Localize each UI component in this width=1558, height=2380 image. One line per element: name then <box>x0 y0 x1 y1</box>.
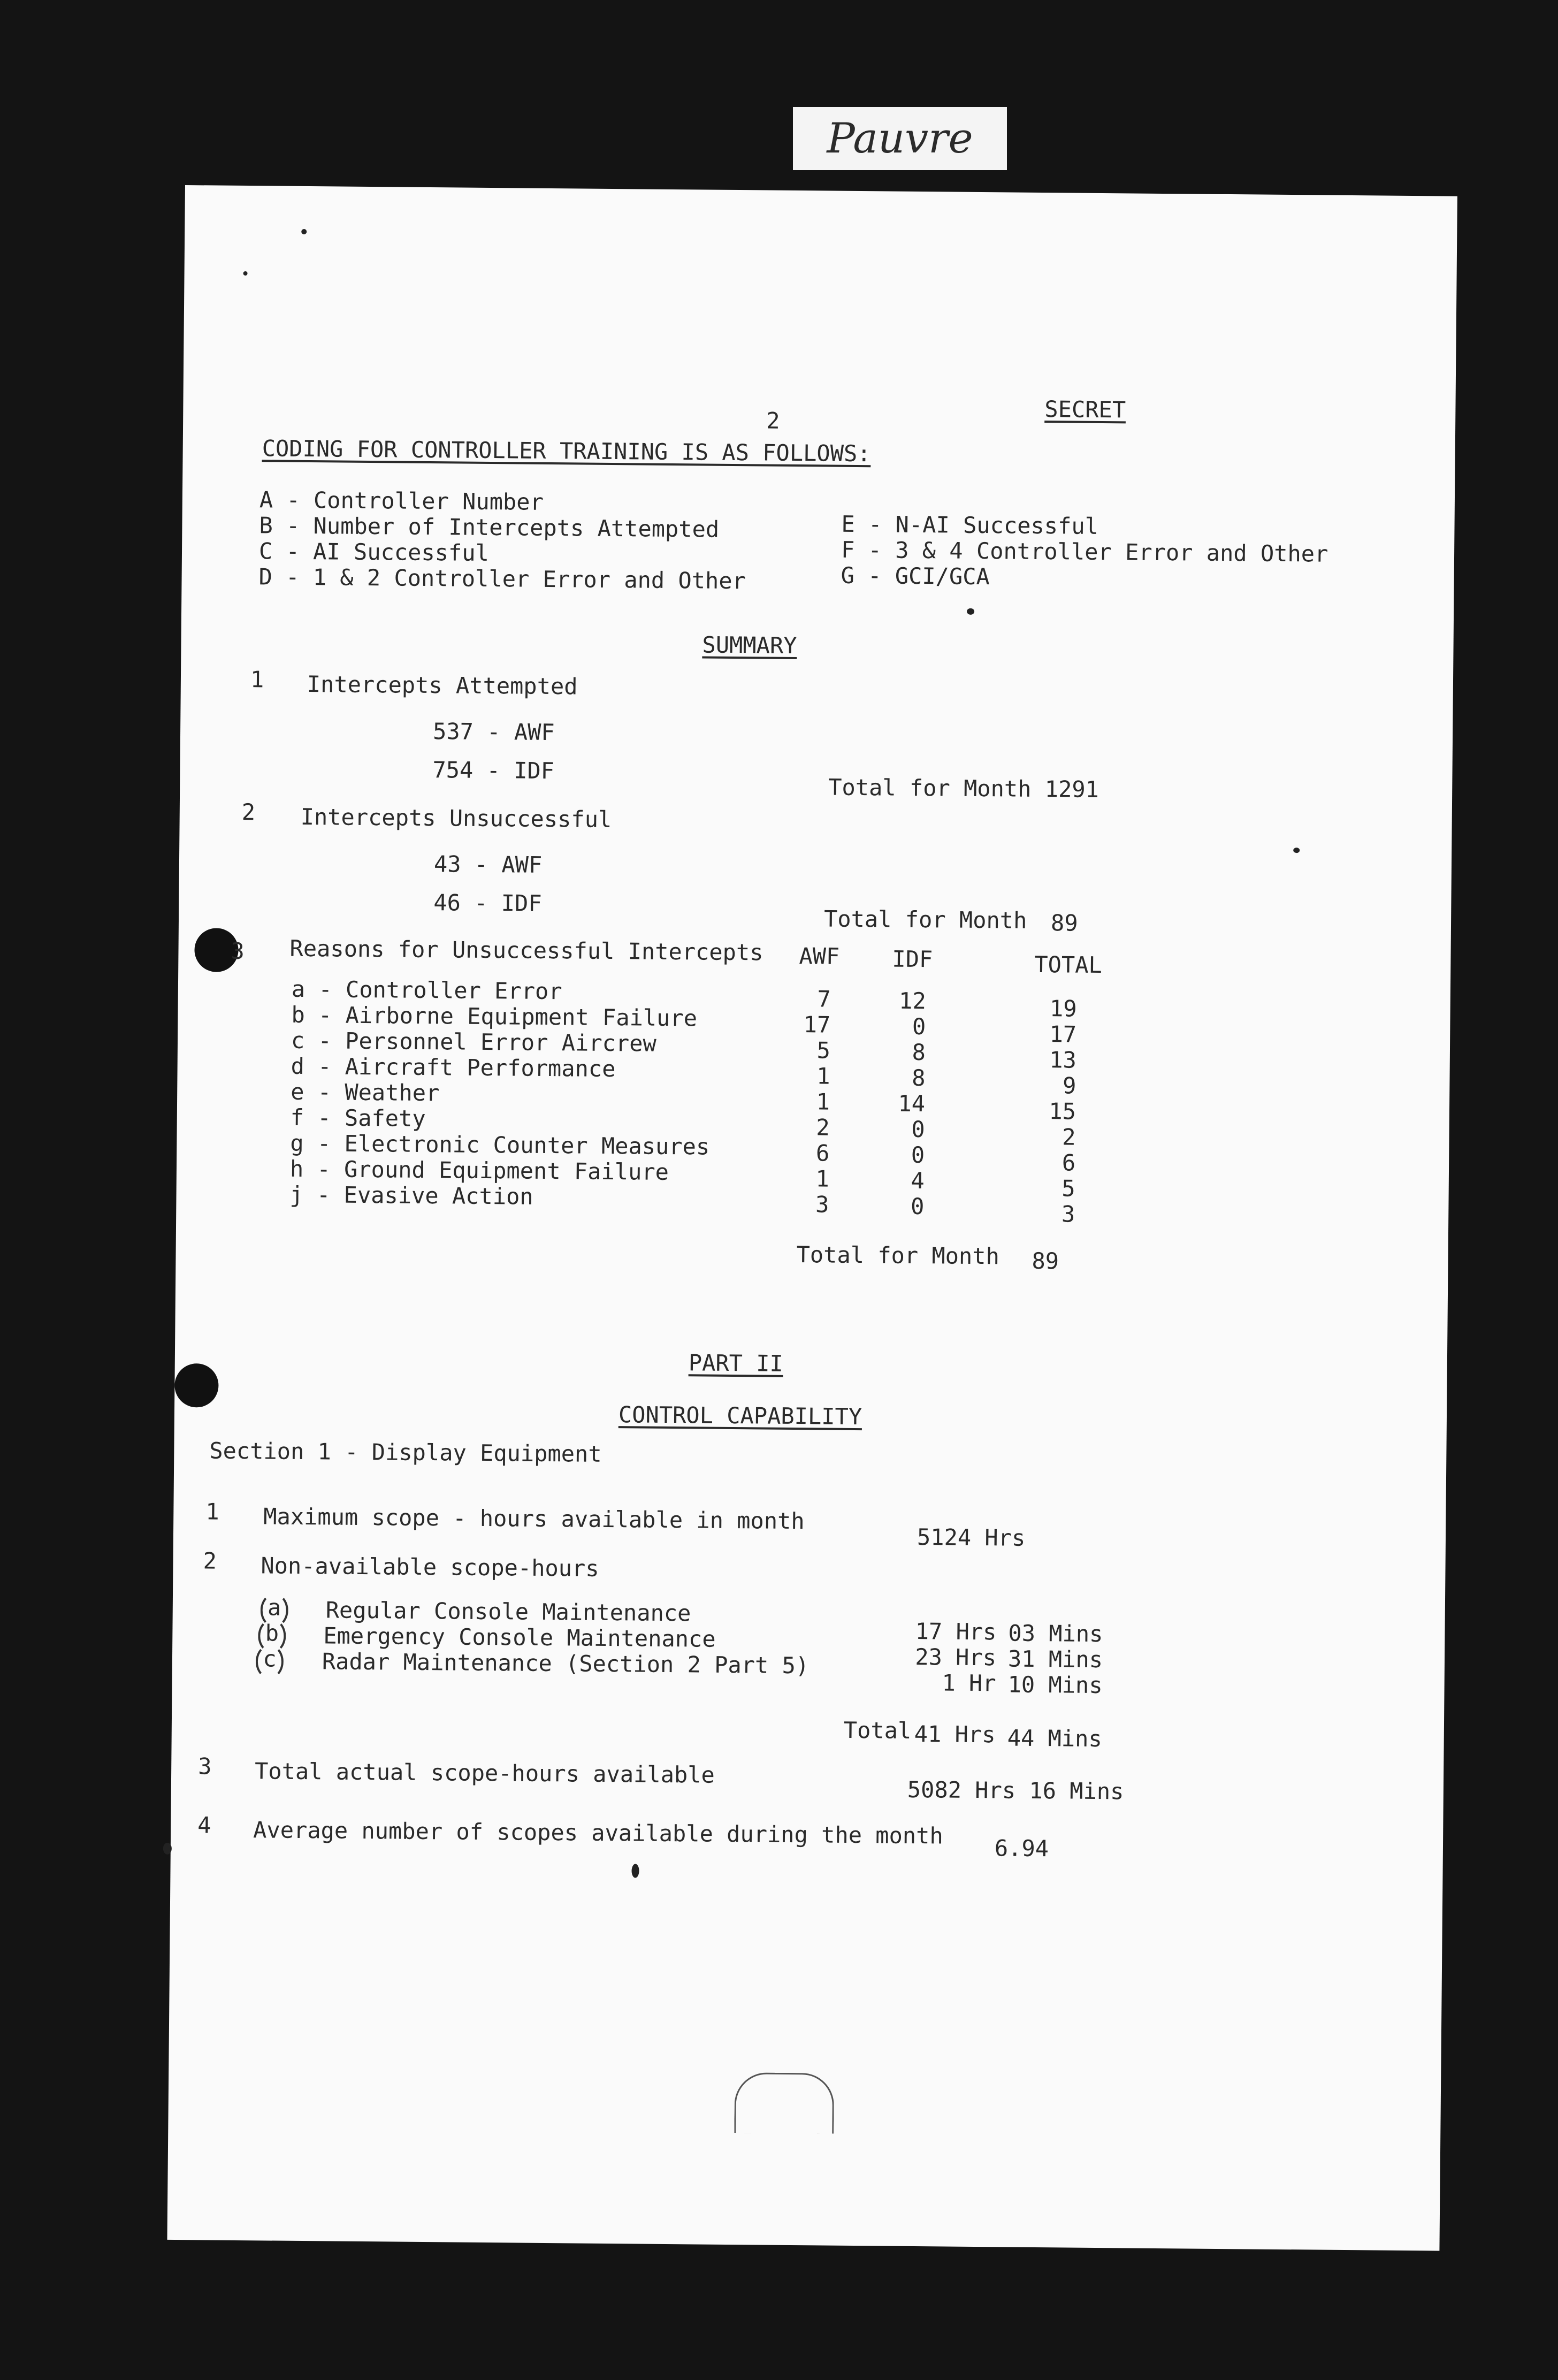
unsuccessful-total-label: Total for Month <box>823 905 1027 934</box>
coding-item: E - N-AI Successful <box>841 510 1099 539</box>
reason-total: 6 <box>1061 1149 1076 1176</box>
reason-awf: 1 <box>816 1063 830 1089</box>
maintenance-mins: 10 Mins <box>1007 1671 1103 1699</box>
reason-label: c - Personnel Error Aircrew <box>291 1027 656 1057</box>
actual-scope-value: 5082 Hrs 16 Mins <box>907 1776 1124 1805</box>
attempted-idf: 754 - IDF <box>432 757 555 784</box>
reason-label: f - Safety <box>290 1104 426 1132</box>
reason-idf: 8 <box>912 1039 926 1066</box>
ink-speck <box>967 608 974 615</box>
maintenance-label: Regular Console Maintenance <box>325 1597 691 1627</box>
col-header-total: TOTAL <box>1034 951 1102 979</box>
average-scopes-label: Average number of scopes available during the month <box>253 1817 943 1849</box>
reason-total: 19 <box>1049 995 1077 1022</box>
maintenance-label: Emergency Console Maintenance <box>323 1622 716 1652</box>
unsuccessful-total-value: 89 <box>1050 910 1078 936</box>
coding-heading: CODING FOR CONTROLLER TRAINING IS AS FOLLOWS: <box>262 435 871 467</box>
max-scope-label: Maximum scope - hours available in month <box>263 1503 805 1535</box>
stamp-mark <box>734 2072 834 2134</box>
col-header-idf: IDF <box>892 945 933 973</box>
reason-idf: 0 <box>911 1116 925 1143</box>
reason-total: 15 <box>1049 1098 1076 1125</box>
item-number: 3 <box>231 937 245 965</box>
item-number: 4 <box>197 1812 211 1839</box>
summary-heading: SUMMARY <box>702 631 797 659</box>
reason-idf: 12 <box>898 987 926 1014</box>
item-number: 3 <box>198 1753 212 1780</box>
attempted-total: Total for Month 1291 <box>828 774 1099 803</box>
non-available-label: Non-available scope-hours <box>261 1552 599 1582</box>
reason-awf: 17 <box>803 1011 831 1038</box>
reason-total: 13 <box>1049 1047 1077 1073</box>
average-scopes-value: 6.94 <box>994 1835 1049 1862</box>
max-scope-value: 5124 Hrs <box>917 1524 1026 1551</box>
reason-idf: 14 <box>898 1090 926 1117</box>
ink-speck <box>631 1864 639 1878</box>
reason-total: 2 <box>1062 1124 1076 1150</box>
reasons-label: Reasons for Unsuccessful Intercepts <box>289 935 763 966</box>
non-available-total-label: Total <box>843 1717 912 1744</box>
coding-item: A - Controller Number <box>259 486 544 515</box>
reason-idf: 0 <box>912 1013 926 1040</box>
reason-awf: 1 <box>816 1088 830 1115</box>
item-number: 1 <box>250 666 264 693</box>
intercepts-attempted-label: Intercepts Attempted <box>307 671 578 700</box>
non-available-total-hrs: 41 Hrs <box>914 1721 996 1748</box>
section-title: Section 1 - Display Equipment <box>209 1437 602 1467</box>
maintenance-label: Radar Maintenance (Section 2 Part 5) <box>322 1648 809 1679</box>
coding-item: F - 3 & 4 Controller Error and Other <box>841 536 1328 567</box>
unsuccessful-awf: 43 - AWF <box>433 851 543 878</box>
maintenance-mins: 03 Mins <box>1008 1620 1103 1647</box>
reason-idf: 4 <box>911 1167 925 1194</box>
attempted-awf: 537 - AWF <box>432 718 555 746</box>
maintenance-mins: 31 Mins <box>1007 1645 1103 1673</box>
row-letter: c <box>263 1645 277 1672</box>
reason-label: e - Weather <box>291 1078 440 1107</box>
row-letter: a <box>267 1594 281 1621</box>
reason-idf: 8 <box>911 1064 926 1092</box>
ink-speck <box>301 229 307 234</box>
unsuccessful-idf: 46 - IDF <box>433 889 542 917</box>
reason-label: d - Aircraft Performance <box>291 1052 616 1082</box>
reasons-total-label: Total for Month <box>796 1241 1000 1270</box>
item-number: 2 <box>203 1547 217 1574</box>
part-subheading: CONTROL CAPABILITY <box>618 1401 862 1430</box>
reason-label: b - Airborne Equipment Failure <box>291 1001 698 1032</box>
reason-label: j - Evasive Action <box>289 1181 533 1210</box>
reason-awf: 1 <box>815 1165 830 1192</box>
reason-awf: 3 <box>815 1191 829 1218</box>
punch-hole-lower <box>174 1363 219 1408</box>
row-letter: b <box>265 1620 279 1646</box>
coding-item: B - Number of Intercepts Attempted <box>259 512 720 543</box>
part-heading: PART II <box>688 1349 784 1377</box>
item-number: 2 <box>241 798 256 826</box>
coding-item: D - 1 & 2 Controller Error and Other <box>258 563 746 594</box>
actual-scope-label: Total actual scope-hours available <box>254 1758 715 1788</box>
ink-speck <box>243 271 248 276</box>
reason-awf: 2 <box>816 1114 830 1141</box>
non-available-total-mins: 44 Mins <box>1007 1725 1102 1752</box>
document-page <box>167 185 1457 2251</box>
coding-item: G - GCI/GCA <box>841 562 990 590</box>
reason-total: 17 <box>1049 1021 1077 1048</box>
archive-label-tag: Pauvre <box>793 107 1007 170</box>
page-number: 2 <box>766 407 780 434</box>
reason-total: 3 <box>1061 1201 1075 1227</box>
classification-marking: SECRET <box>1044 396 1126 423</box>
ink-speck <box>1293 848 1300 853</box>
reason-label: h - Ground Equipment Failure <box>289 1155 669 1185</box>
maintenance-hrs: 17 Hrs <box>915 1618 997 1645</box>
intercepts-unsuccessful-label: Intercepts Unsuccessful <box>300 803 612 833</box>
col-header-awf: AWF <box>799 943 840 970</box>
reason-label: g - Electronic Counter Measures <box>290 1130 710 1160</box>
reasons-total-value: 89 <box>1032 1247 1059 1275</box>
reason-idf: 0 <box>911 1141 925 1169</box>
ink-speck <box>163 1843 172 1855</box>
reason-awf: 5 <box>816 1037 831 1064</box>
item-number: 1 <box>205 1498 219 1525</box>
reason-label: a - Controller Error <box>291 975 562 1005</box>
reason-awf: 7 <box>817 986 831 1012</box>
reason-total: 9 <box>1062 1072 1076 1099</box>
reason-awf: 6 <box>815 1140 830 1166</box>
reason-idf: 0 <box>910 1193 925 1220</box>
maintenance-hrs: 1 Hr <box>942 1669 996 1697</box>
maintenance-hrs: 23 Hrs <box>915 1644 997 1671</box>
reason-total: 5 <box>1061 1175 1075 1202</box>
coding-item: C - AI Successful <box>258 538 490 566</box>
